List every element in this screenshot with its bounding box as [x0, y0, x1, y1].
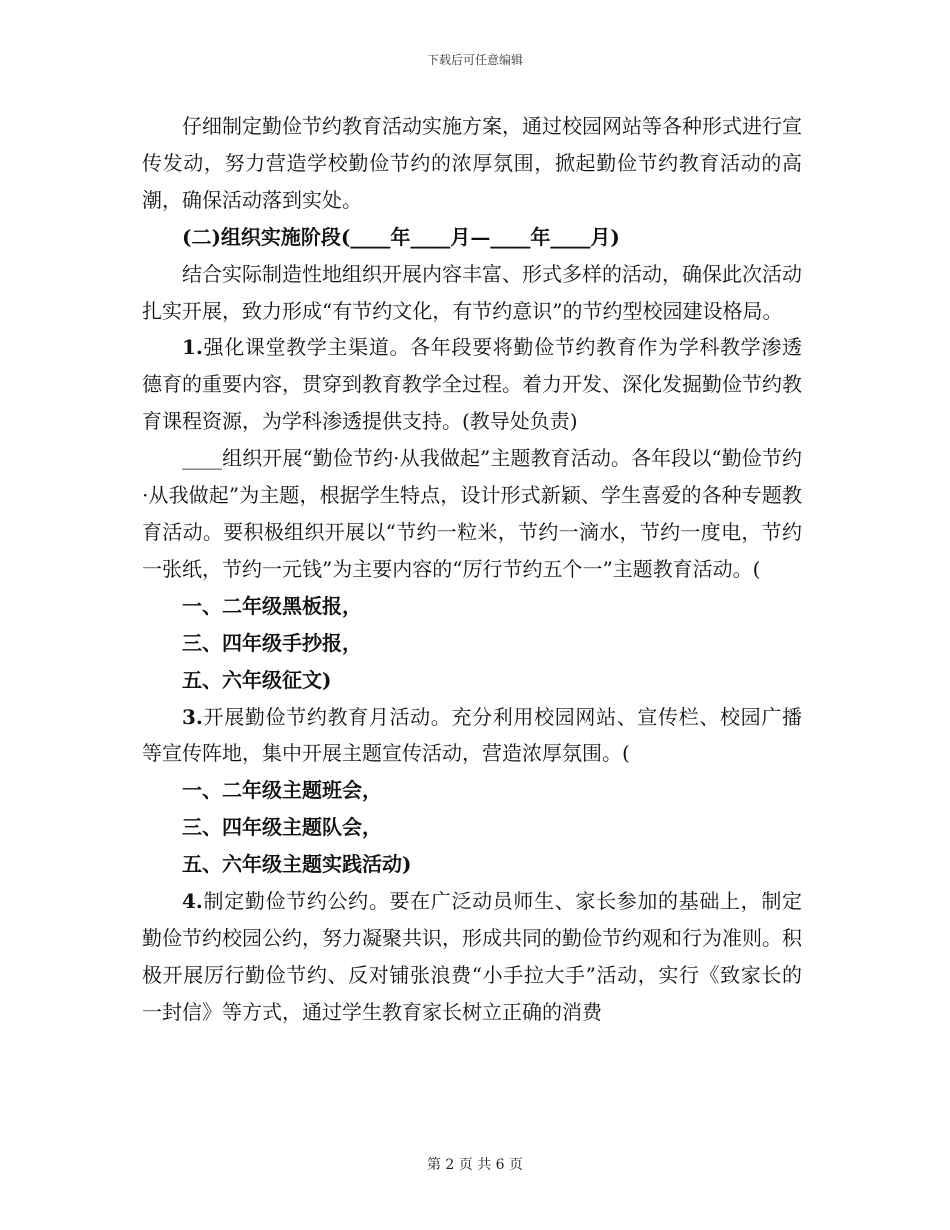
- page-header: 下载后可任意编辑: [426, 53, 523, 67]
- section-heading-implementation: (二)组织实施阶段(____年____月—____年____月): [182, 224, 620, 249]
- list-item-2: ____组织开展“勤俭节约·从我做起”主题教育活动。各年段以“勤俭节约·从我做起”为主题，根据学生特点，设计形式新颖、学生喜爱的各种专题教育活动。要积极组织开展以“节约一粒米，节约一滴水，节约一度电，节约一张纸，节约一元钱”为主要内容的“厉行节约五个一”主题教育活动。(: [142, 446, 802, 581]
- list-item-text: 制定勤俭节约公约。要在广泛动员师生、家长参加的基础上，制定勤俭节约校园公约，努力凝聚共识，形成共同的勤俭节约观和行为准则。积极开展厉行勤俭节约、反对铺张浪费“小手拉大手”活动，实行《致家长的一封信》等方式，通过学生教育家长树立正确的消费: [142, 889, 802, 1024]
- list-item-1: [142, 329, 802, 440]
- list-item-text: 强化课堂教学主渠道。各年段要将勤俭节约教育作为学科教学渗透德育的重要内容，贯穿到教育教学全过程。着力开发、深化发掘勤俭节约教育课程资源，为学科渗透提供支持。(教导处负责): [142, 335, 802, 434]
- grade-line-6: 五、六年级主题实践活动): [182, 852, 412, 877]
- list-item-3: [142, 699, 802, 773]
- grade-line-1: 一、二年级黑板报，: [182, 593, 362, 618]
- grade-line-3: 五、六年级征文): [182, 667, 332, 692]
- list-item-text: 开展勤俭节约教育月活动。充分利用校园网站、宣传栏、校园广播等宣传阵地，集中开展主题宣传活动，营造浓厚氛围。(: [142, 704, 802, 766]
- page-footer: 第 2 页 共 6 页: [426, 1157, 524, 1173]
- list-number: 4.: [182, 889, 203, 914]
- grade-line-5: 三、四年级主题队会，: [182, 815, 382, 840]
- document-body: [142, 108, 802, 1031]
- list-item-4: [142, 883, 802, 1031]
- list-number: 3.: [182, 704, 203, 729]
- paragraph-implementation-intro: 结合实际制造性地组织开展内容丰富、形式多样的活动，确保此次活动扎实开展，致力形成“有节约文化，有节约意识”的节约型校园建设格局。: [142, 261, 802, 323]
- paragraph-plan-intro: 仔细制定勤俭节约教育活动实施方案，通过校园网站等各种形式进行宣传发动，努力营造学校勤俭节约的浓厚氛围，掀起勤俭节约教育活动的高潮，确保活动落到实处。: [142, 114, 802, 212]
- list-number: 1.: [182, 335, 203, 360]
- grade-line-4: 一、二年级主题班会，: [182, 778, 382, 803]
- grade-line-2: 三、四年级手抄报，: [182, 630, 362, 655]
